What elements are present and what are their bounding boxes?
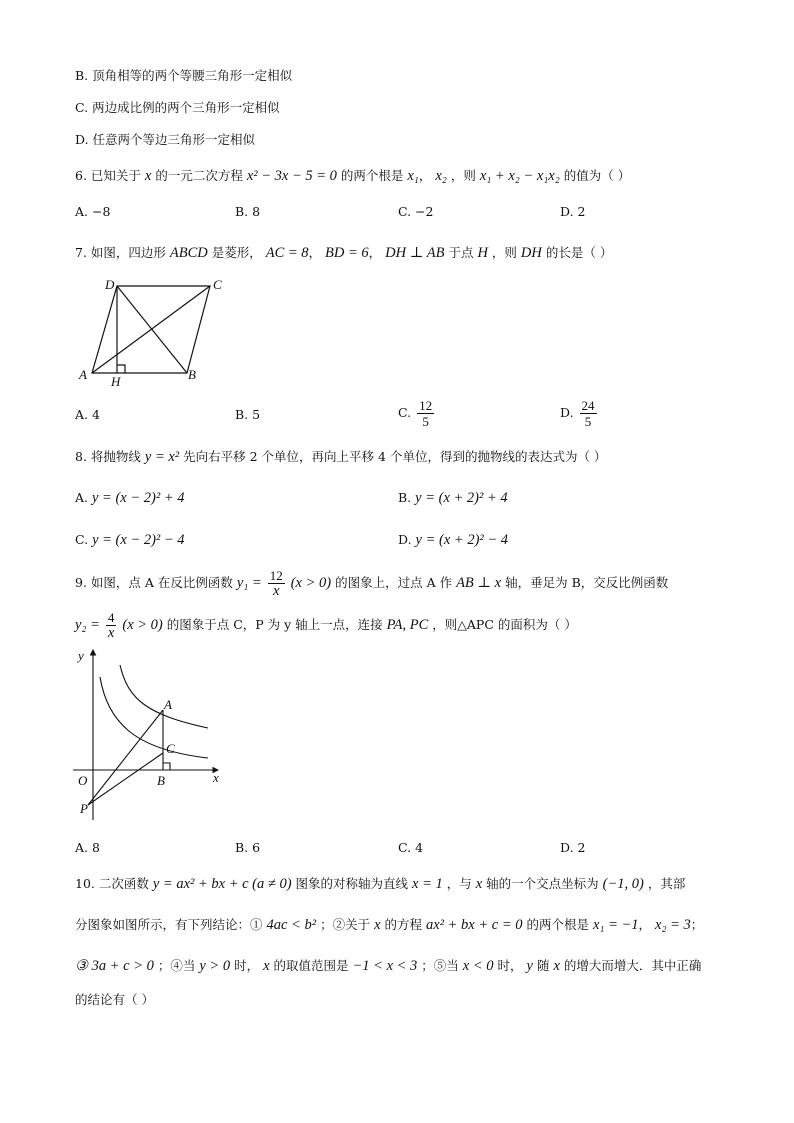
hyperbola-figure [68,645,228,825]
q7-abcd: ABCD [169,245,208,261]
q10-conclusion-3: ③ 3a + c > 0 [75,958,154,974]
q9-line2-suffix: ，则△APC 的面积为（ ） [432,617,577,632]
q7-option-b: B. 5 [235,407,261,422]
q8-prefix: 8. 将抛物线 [75,449,141,464]
q10-line3-a: ；④当 [157,958,196,973]
q8-option-b-label: B. [398,490,412,505]
label-b: B [157,773,165,788]
q7-option-d-fraction [580,398,597,429]
q6-option-a: A. −8 [75,204,111,219]
q10-line3-b: 时， [234,958,260,973]
q8-parabola: y = x² [144,449,180,465]
q6-mid3: ，则 [450,168,476,183]
label-y: y [78,648,84,663]
q10-mid2: ，与 [446,876,472,891]
q9-line2-mid: 的图象于点 C，P 为 y 轴上一点，连接 [166,617,383,632]
segment-pa [88,710,163,805]
q9-condition-2: (x > 0) [122,617,163,633]
q7-prefix: 7. 如图，四边形 [75,245,166,260]
q9-option-c: C. 4 [398,840,424,855]
q9-papc: PA, PC [386,617,429,633]
fraction-numerator: 12 [269,568,283,583]
label-a: A [164,697,172,712]
q6-equation: x² − 3x − 5 = 0 [246,168,337,184]
q6-option-c: C. −2 [398,204,434,219]
q10-line3-e: 时， [497,958,523,973]
q9-mid1: 的图象上，过点 A 作 [335,575,453,590]
q8-option-b-expr: y = (x + 2)² + 4 [415,490,508,506]
label-h: H [111,374,121,389]
q7-option-d-label: D. [560,405,574,420]
q10-line2-mid2: 的方程 [384,917,422,932]
fraction-numerator: 24 [581,398,595,413]
q8-option-a-label: A. [75,490,89,505]
label-a: A [79,367,87,382]
q7-dh: DH [520,245,542,261]
q5-option-b: B. 顶角相等的两个等腰三角形一定相似 [75,68,293,83]
fraction-numerator: 12 [419,398,433,413]
q10-line2-mid1: ；②关于 [320,917,371,932]
fraction-denominator: 5 [422,414,429,429]
right-angle-mark [163,763,170,770]
q6-suffix: 的值为（ ） [563,168,631,183]
q9-y2: y₂ = [75,617,100,633]
q7-mid3: ，则 [491,245,517,260]
q7-h: H [477,245,488,261]
q10-line2-mid3: 的两个根是 [526,917,589,932]
q10-line2: 分图象如图所示，有下列结论：① 4ac < b² ；②关于 x 的方程 ax² + bx + c = 0 的两个根是 x₁ = −1， x₂ = 3； [75,917,704,933]
q9-y2-fraction [106,610,117,641]
q10-prefix: 10. 二次函数 [75,876,149,891]
label-b: B [188,367,196,382]
q10-mid3: 轴的一个交点坐标为 [486,876,599,891]
q8-option-c-expr: y = (x − 2)² − 4 [92,532,185,548]
q9-option-d: D. 2 [560,840,586,855]
q10-line3-c: 的取值范围是 [273,958,349,973]
q8-option-c [75,530,185,550]
q10-function: y = ax² + bx + c (a ≠ 0) [152,876,292,892]
q6-option-d: D. 2 [560,204,586,219]
q10-var-x2: x [374,917,381,933]
q7-mid1: 是菱形， [211,245,262,260]
label-o: O [78,773,88,788]
q10-var-x: x [475,876,483,892]
q9-stem-line2 [75,610,577,641]
q9-option-a: A. 8 [75,840,100,855]
diagonal-ac [92,286,210,373]
q10-point: (−1, 0) [602,876,644,892]
q10-suffix1: ，其部 [647,876,686,891]
q7-option-c-label: C. [398,405,412,420]
q10-line4: 的结论有（ ） [75,992,154,1007]
label-c: C [166,741,175,756]
q7-bd: BD = 6 [325,245,369,261]
fraction-denominator: x [273,583,280,599]
q6-prefix: 6. 已知关于 [75,168,141,183]
q10-line3 [75,956,701,976]
q10-ypos: y > 0 [199,958,231,974]
label-c: C [213,277,222,292]
q10-root2: x₂ = 3 [655,917,691,933]
q10-xneg: x < 0 [462,958,494,974]
label-d: D [105,277,115,292]
q7-stem: 7. 如图，四边形 ABCD 是菱形， AC = 8， BD = 6， DH ⊥ AB 于点 H ，则 DH 的长是（ ） [75,245,613,261]
q10-axis: x = 1 [412,876,443,892]
q6-mid1: 的一元二次方程 [155,168,243,183]
q5-option-c: C. 两边成比例的两个三角形一定相似 [75,100,280,115]
q10-mid1: 图象的对称轴为直线 [295,876,409,891]
q8-option-a-expr: y = (x − 2)² + 4 [92,490,185,506]
label-p: P [80,801,88,816]
q9-abx: AB ⊥ x [456,575,502,591]
q7-option-d [560,398,599,429]
q10-equation: ax² + bx + c = 0 [425,917,523,933]
q7-option-c-fraction [417,398,434,429]
q10-var-x4: x [553,958,560,974]
q8-option-b [398,488,508,508]
q9-condition-1: (x > 0) [290,575,332,591]
q10-range: −1 < x < 3 [352,958,418,974]
q6-root1: x₁ [407,168,419,184]
q7-option-a: A. 4 [75,407,100,422]
q6-var: x [144,168,152,184]
fraction-denominator: x [107,625,115,641]
q9-mid2: 轴，垂足为 B，交反比例函数 [505,575,669,590]
q9-y1-fraction [268,568,285,599]
q8-stem [75,447,606,467]
q10-line3-d: ；⑤当 [421,958,459,973]
q9-option-b: B. 6 [235,840,261,855]
fraction-numerator: 4 [107,610,115,625]
label-x: x [213,770,219,785]
q10-line2-prefix: 分图象如图所示，有下列结论：① [75,917,263,932]
q10-line3-f: 随 [536,958,550,973]
rhombus-figure [75,276,235,391]
q8-option-c-label: C. [75,532,89,547]
q7-mid2: 于点 [448,245,474,260]
q5-option-d: D. 任意两个等边三角形一定相似 [75,132,256,147]
q6-expression: x₁ + x₂ − x₁x₂ [479,168,560,184]
q10-line3-g: 的增大而增大．其中正确 [563,958,702,973]
curve-y2 [100,677,208,758]
q10-var-x3: x [263,958,270,974]
q8-option-d-expr: y = (x + 2)² − 4 [415,532,509,548]
fraction-denominator: 5 [584,414,592,429]
q8-option-d-label: D. [398,532,412,547]
right-angle-mark [117,365,125,373]
q6-root2: x₂ [435,168,447,184]
q6-option-b: B. 8 [235,204,261,219]
q7-option-c [398,398,436,429]
q10-conclusion-1: 4ac < b² [266,917,317,933]
q9-y1: y₁ = [236,575,262,591]
q8-suffix: 先向右平移 2 个单位，再向上平移 4 个单位，得到的抛物线的表达式为（ ） [183,449,607,464]
q10-root1: x₁ = −1 [592,917,639,933]
q10-line1 [75,874,685,894]
q8-option-d [398,530,508,550]
q7-dhab: DH ⊥ AB [385,245,445,261]
q7-suffix: 的长是（ ） [545,245,613,260]
q6-mid2: 的两个根是 [340,168,404,183]
diagonal-bd [117,286,187,373]
q9-stem-line1 [75,568,668,599]
q6-stem: 6. 已知关于 x 的一元二次方程 x² − 3x − 5 = 0 的两个根是 x₁， x₂ ，则 x₁ + x₂ − x₁x₂ 的值为（ ） [75,168,631,184]
q7-ac: AC = 8 [265,245,309,261]
q8-option-a [75,488,184,508]
segment-pc [88,753,163,805]
q10-var-y: y [526,958,533,974]
q9-prefix: 9. 如图，点 A 在反比例函数 [75,575,233,590]
